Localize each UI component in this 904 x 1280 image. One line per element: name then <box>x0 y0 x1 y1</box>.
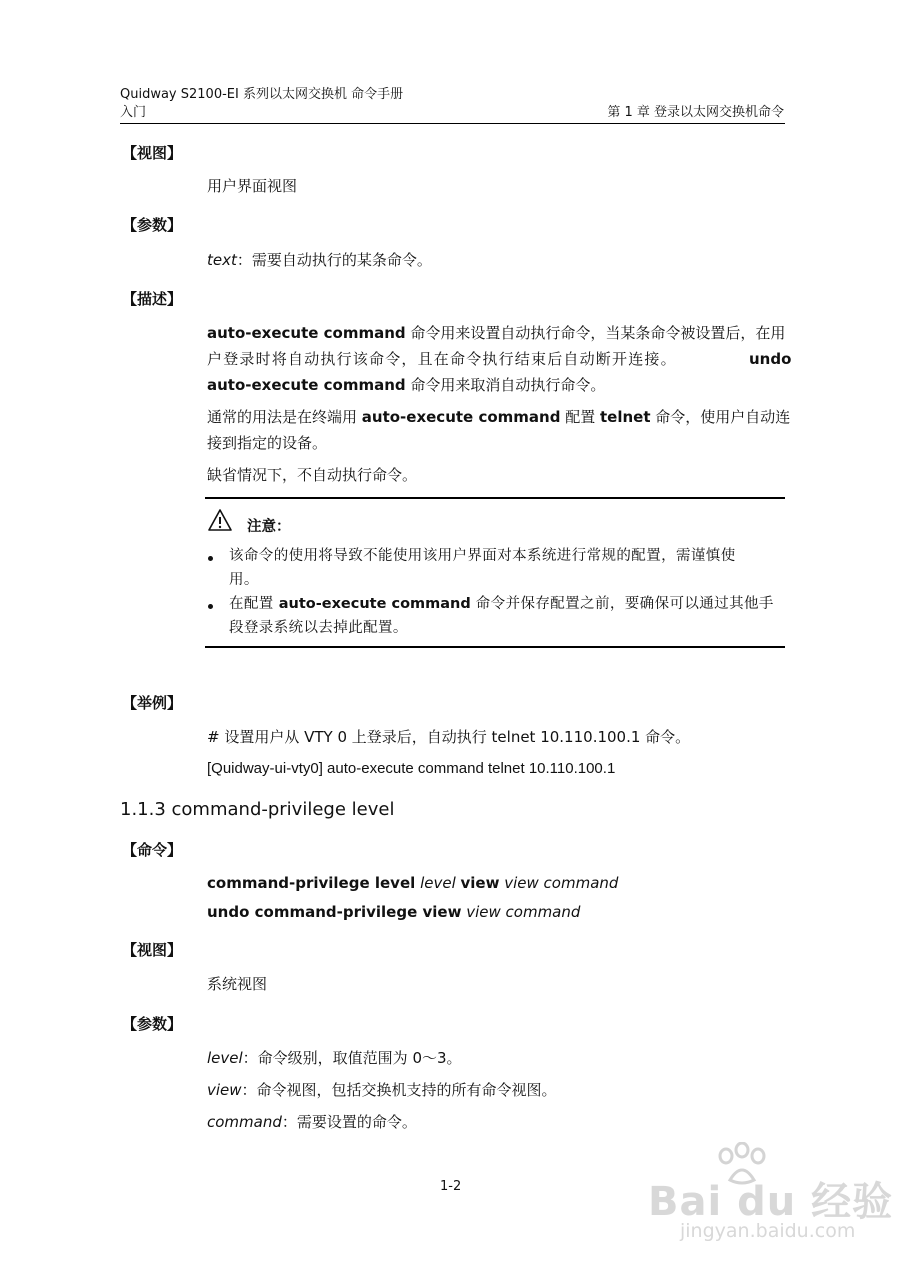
param-desc: ：命令级别，取值范围为 0～3。 <box>242 1049 462 1067</box>
view-heading-2: 【视图】 <box>122 941 183 959</box>
cmd-keyword: view <box>460 874 500 892</box>
param-level <box>207 1048 462 1068</box>
param-line <box>207 250 432 270</box>
desc-text: 命令，使用户自动连 <box>650 408 791 426</box>
desc-p2-line2: 接到指定的设备。 <box>207 434 328 452</box>
param-name: command <box>207 1113 282 1131</box>
cmd-keyword: command-privilege level <box>207 874 416 892</box>
warning-icon <box>207 508 233 536</box>
manual-title: Quidway S2100-EI 系列以太网交换机 命令手册 <box>120 87 404 102</box>
note-item2-line1 <box>229 594 774 614</box>
desc-heading: 【描述】 <box>122 290 183 308</box>
cmd-auto-execute: auto-execute command <box>278 596 471 612</box>
command-heading: 【命令】 <box>122 841 183 859</box>
view-text-2: 系统视图 <box>207 975 268 993</box>
page-number: 1-2 <box>440 1179 462 1194</box>
cmd-telnet: telnet <box>599 408 651 426</box>
param-desc: ：需要自动执行的某条命令。 <box>236 251 432 269</box>
param-desc: ：需要设置的命令。 <box>281 1113 417 1131</box>
note-item2-line2: 段登录系统以去掉此配置。 <box>229 620 408 636</box>
param-name: level <box>207 1049 243 1067</box>
chapter-title: 第 1 章 登录以太网交换机命令 <box>607 105 784 120</box>
header-divider <box>120 123 785 124</box>
undo-keyword: undo <box>749 350 792 368</box>
cmd-keyword: undo command-privilege view <box>207 903 462 921</box>
desc-p3: 缺省情况下，不自动执行命令。 <box>207 466 418 484</box>
command-syntax-1 <box>207 873 618 893</box>
bullet-icon <box>208 556 213 561</box>
note-label: 注意： <box>247 519 291 535</box>
note-bottom-rule <box>205 646 785 648</box>
cmd-arg: level <box>420 874 456 892</box>
desc-text: 通常的用法是在终端用 <box>207 408 362 426</box>
cmd-auto-execute: auto-execute command <box>207 376 406 394</box>
bullet-icon <box>208 604 213 609</box>
note-text: 在配置 <box>229 596 279 612</box>
view-heading: 【视图】 <box>122 144 183 162</box>
cmd-arg: view command <box>504 874 619 892</box>
section-label: 入门 <box>120 105 147 120</box>
example-comment: # 设置用户从 VTY 0 上登录后，自动执行 telnet 10.110.100.1 命令。 <box>207 728 691 746</box>
note-top-rule <box>205 497 785 499</box>
desc-text: 命令用来取消自动执行命令。 <box>405 376 606 394</box>
example-heading: 【举例】 <box>122 694 183 712</box>
desc-text: 配置 <box>560 408 600 426</box>
cmd-auto-execute: auto-execute command <box>361 408 561 426</box>
desc-p1-line3 <box>207 375 605 395</box>
watermark-url: jingyan.baidu.com <box>680 1220 856 1242</box>
section-title: 1.1.3 command-privilege level <box>120 799 395 820</box>
param-command <box>207 1112 417 1132</box>
example-code: [Quidway-ui-vty0] auto-execute command telnet 10.110.100.1 <box>207 760 616 777</box>
param-desc: ：命令视图，包括交换机支持的所有命令视图。 <box>241 1081 557 1099</box>
view-text: 用户界面视图 <box>207 177 298 195</box>
note-item1-line1: 该命令的使用将导致不能使用该用户界面对本系统进行常规的配置，需谨慎使 <box>229 548 736 564</box>
note-item1-line2: 用。 <box>229 572 259 588</box>
desc-p1-line2 <box>207 349 785 369</box>
param-name: text <box>207 251 237 269</box>
param-name: view <box>207 1081 242 1099</box>
watermark-brand: Bai du 经验 <box>648 1179 894 1225</box>
cmd-auto-execute: auto-execute command <box>207 324 406 342</box>
desc-text: 户登录时将自动执行该命令，且在命令执行结束后自动断开连接。 <box>207 350 677 368</box>
note-text: 命令并保存配置之前，要确保可以通过其他手 <box>470 596 774 612</box>
cmd-arg: view command <box>466 903 581 921</box>
desc-p1-line1 <box>207 323 785 343</box>
param-heading: 【参数】 <box>122 216 183 234</box>
desc-p2-line1 <box>207 407 790 427</box>
param-heading-2: 【参数】 <box>122 1015 183 1033</box>
desc-text: 命令用来设置自动执行命令，当某条命令被设置后，在用 <box>405 324 786 342</box>
command-syntax-2 <box>207 902 580 922</box>
param-view <box>207 1080 557 1100</box>
